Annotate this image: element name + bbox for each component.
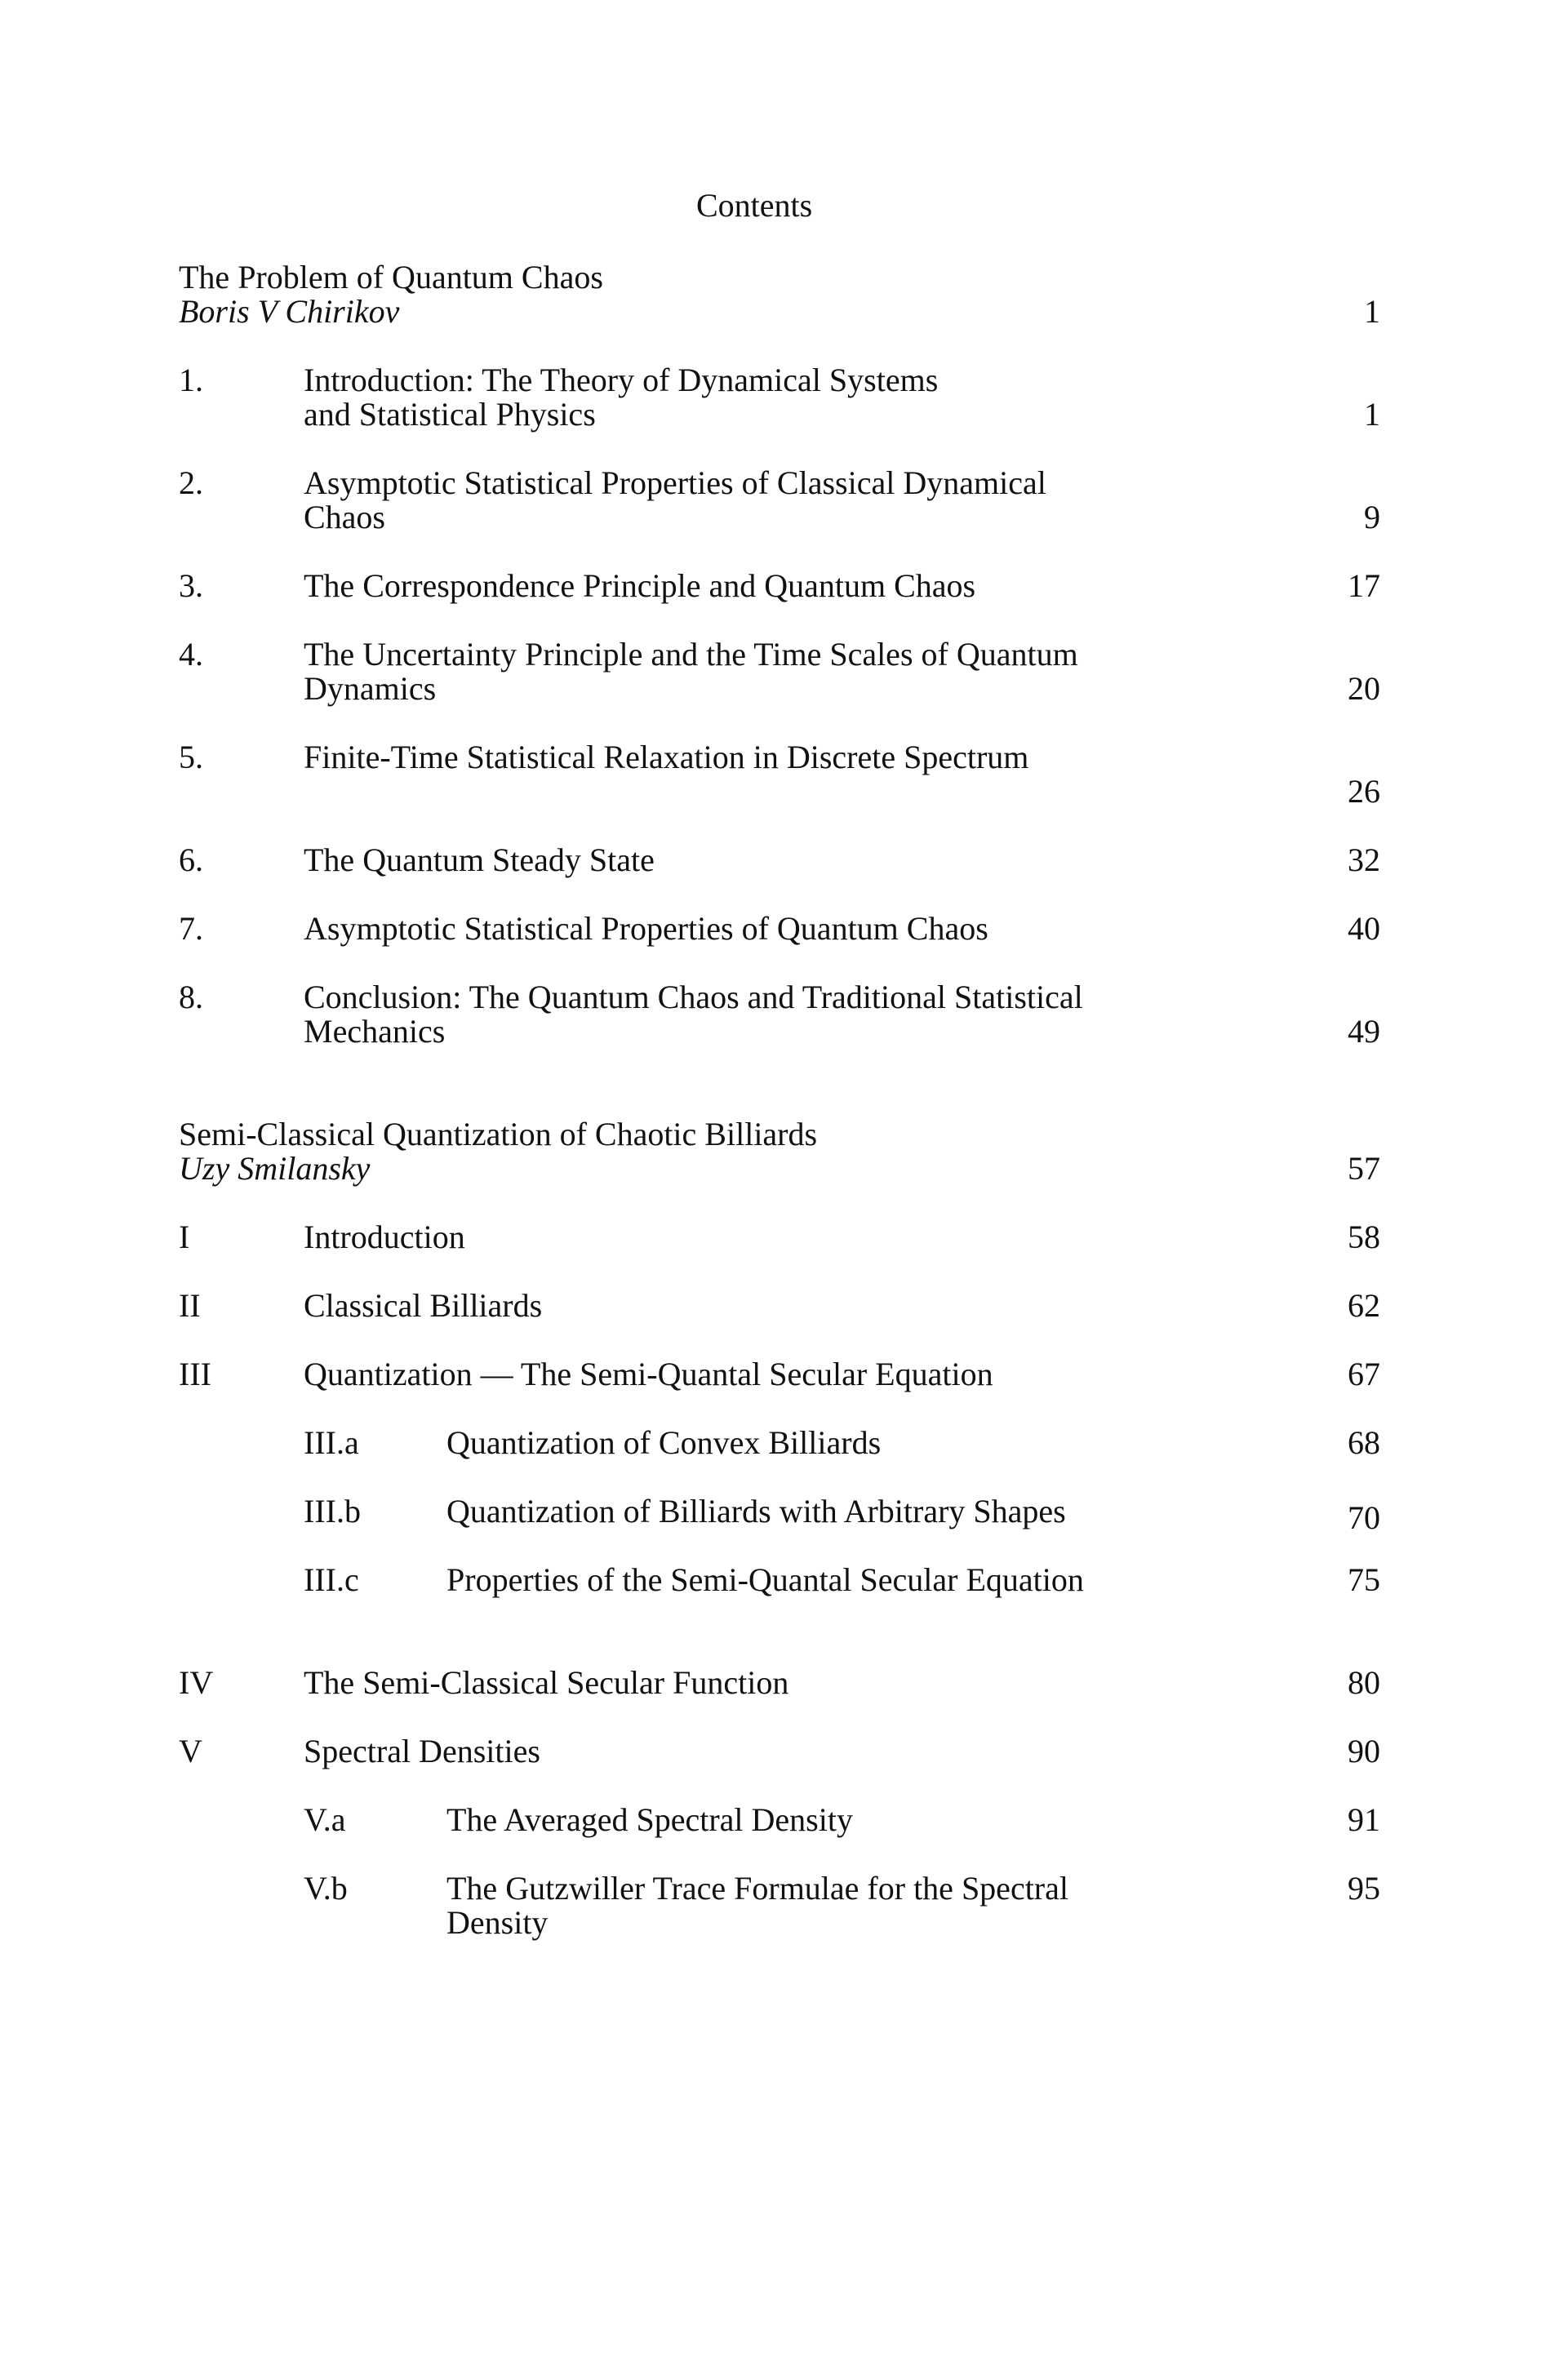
entry-title-line1: The Quantum Steady State bbox=[304, 841, 655, 878]
subentry-title: Quantization of Convex Billiards bbox=[446, 1424, 882, 1461]
entry-page: 62 bbox=[1348, 1287, 1380, 1324]
subentry-title: Quantization of Billiards with Arbitrary Shapes bbox=[446, 1493, 1066, 1529]
subentry-title-line2: Density bbox=[446, 1904, 549, 1941]
part2-author: Uzy Smilansky bbox=[179, 1150, 371, 1187]
subentry-number: III.c bbox=[304, 1561, 359, 1598]
entry-page: 58 bbox=[1348, 1219, 1380, 1255]
part2-page: 57 bbox=[1348, 1150, 1380, 1187]
subentry-page: 75 bbox=[1348, 1561, 1380, 1598]
part1-page: 1 bbox=[1364, 293, 1380, 330]
entry-title-line2: and Statistical Physics bbox=[304, 396, 596, 433]
entry-title-line1: Spectral Densities bbox=[304, 1733, 540, 1769]
entry-number: II bbox=[179, 1287, 201, 1324]
entry-title-line1: Asymptotic Statistical Properties of Classical Dynamical bbox=[304, 464, 1046, 501]
entry-page: 20 bbox=[1348, 670, 1380, 707]
subentry-page: 68 bbox=[1348, 1424, 1380, 1461]
part2-title: Semi-Classical Quantization of Chaotic Billiards bbox=[179, 1116, 818, 1152]
entry-number: 2. bbox=[179, 464, 203, 501]
subentry-number: V.b bbox=[304, 1870, 348, 1907]
subentry-title: The Averaged Spectral Density bbox=[446, 1801, 853, 1838]
entry-number: 5. bbox=[179, 739, 203, 775]
entry-number: 3. bbox=[179, 567, 203, 604]
subentry-title: Properties of the Semi-Quantal Secular Equation bbox=[446, 1561, 1084, 1598]
entry-number: 6. bbox=[179, 841, 203, 878]
entry-title-line1: Conclusion: The Quantum Chaos and Traditional Statistical bbox=[304, 979, 1083, 1015]
entry-title-line2: Dynamics bbox=[304, 670, 437, 707]
entry-page: 49 bbox=[1348, 1013, 1380, 1050]
subentry-title-line1: The Gutzwiller Trace Formulae for the Spectral bbox=[446, 1870, 1068, 1907]
entry-page: 40 bbox=[1348, 910, 1380, 947]
entry-number: IV bbox=[179, 1664, 214, 1701]
entry-title-line2: Chaos bbox=[304, 499, 385, 535]
entry-page: 17 bbox=[1348, 567, 1380, 604]
entry-title-line1: Asymptotic Statistical Properties of Quantum Chaos bbox=[304, 910, 988, 947]
entry-title-line1: Introduction bbox=[304, 1219, 465, 1255]
entry-title-line1: Quantization — The Semi-Quantal Secular Equation bbox=[304, 1356, 993, 1392]
entry-title-line1: The Semi-Classical Secular Function bbox=[304, 1664, 789, 1701]
subentry-number: V.a bbox=[304, 1801, 346, 1838]
entry-page: 9 bbox=[1364, 499, 1380, 535]
entry-number: 7. bbox=[179, 910, 203, 947]
entry-number: 8. bbox=[179, 979, 203, 1015]
entry-title-line1: The Correspondence Principle and Quantum Chaos bbox=[304, 567, 976, 604]
entry-page: 32 bbox=[1348, 841, 1380, 878]
entry-number: III bbox=[179, 1356, 211, 1392]
part1-title: The Problem of Quantum Chaos bbox=[179, 259, 603, 295]
subentry-number: III.a bbox=[304, 1424, 359, 1461]
entry-title-line1: Finite-Time Statistical Relaxation in Discrete Spectrum bbox=[304, 739, 1029, 775]
subentry-page: 91 bbox=[1348, 1801, 1380, 1838]
subentry-number: III.b bbox=[304, 1493, 361, 1529]
entry-number: 4. bbox=[179, 636, 203, 673]
entry-number: V bbox=[179, 1733, 202, 1769]
entry-title-line2: Mechanics bbox=[304, 1013, 446, 1050]
entry-title-line1: Classical Billiards bbox=[304, 1287, 543, 1324]
entry-page: 90 bbox=[1348, 1733, 1380, 1769]
entry-page: 80 bbox=[1348, 1664, 1380, 1701]
entry-page: 67 bbox=[1348, 1356, 1380, 1392]
entry-number: I bbox=[179, 1219, 190, 1255]
entry-page: 26 bbox=[1348, 773, 1380, 810]
subentry-page: 70 bbox=[1348, 1499, 1380, 1536]
entry-title-line1: Introduction: The Theory of Dynamical Systems bbox=[304, 362, 939, 398]
entry-page: 1 bbox=[1364, 396, 1380, 433]
page-title: Contents bbox=[696, 187, 813, 224]
part1-author: Boris V Chirikov bbox=[179, 293, 400, 330]
entry-title-line1: The Uncertainty Principle and the Time Scales of Quantum bbox=[304, 636, 1078, 673]
subentry-page: 95 bbox=[1348, 1870, 1380, 1907]
entry-number: 1. bbox=[179, 362, 203, 398]
